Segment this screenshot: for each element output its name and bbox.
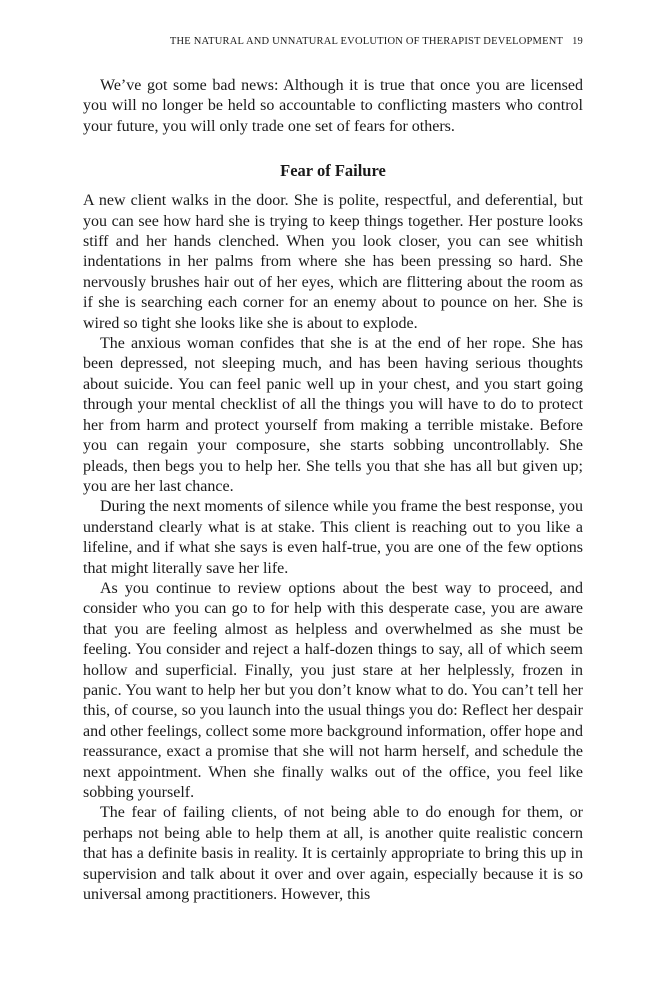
running-head xyxy=(83,36,583,52)
body-paragraph: The anxious woman confides that she is at the end of her rope. She has been depressed, not sleeping much, and has been having serious thoughts about suicide. You can feel panic well up in your chest, and you start going through your mental checklist of all the things you will have to do to protect her from harm and protect yourself from making a terrible mistake. Before you can regain your composure, she starts sobbing uncontrollably. She pleads, then begs you to help her. She tells you that she has all but given up; you are her last chance. xyxy=(83,335,583,495)
intro-paragraph: We’ve got some bad news: Although it is true that once you are licensed you will no longer be held so accountable to conflicting masters who control your future, you will only trade one set of fears for others. xyxy=(83,77,583,135)
body-paragraph: A new client walks in the door. She is polite, respectful, and deferential, but you can see how hard she is trying to keep things together. Her posture looks stiff and her hands clenched. When you look closer, you can see whitish indentations in her palms from where she has been pressing so hard. She nervously brushes hair out of her eyes, which are flittering about the room as if she is searching each corner for an enemy about to pounce on her. She is wired so tight she looks like she is about to explode. xyxy=(83,192,583,332)
body-paragraph: During the next moments of silence while you frame the best response, you understand clearly what is at stake. This client is reaching out to you like a lifeline, and if what she says is even half-true, you are one of the few options that might literally save her life. xyxy=(83,498,583,577)
body-paragraph: As you continue to review options about the best way to proceed, and consider who you can go to for help with this desperate case, you are aware that you are feeling almost as helpless and overwhelmed as she must be feeling. You consider and reject a half-dozen things to say, all of which seem hollow and superficial. Finally, you just stare at her helplessly, frozen in panic. You want to help her but you don’t know what to do. You can’t tell her this, of course, so you launch into the usual things you do: Reflect her despair and other feelings, collect some more background information, offer hope and reassurance, exact a promise that she will not harm herself, and schedule the next appointment. When she finally walks out of the office, you feel like sobbing yourself. xyxy=(83,579,583,801)
running-head-title: THE NATURAL AND UNNATURAL EVOLUTION OF THERAPIST DEVELOPMENT xyxy=(169,36,564,47)
page-number: 19 xyxy=(572,36,583,47)
body-paragraph: The fear of failing clients, of not being able to do enough for them, or perhaps not being able to help them at all, is another quite realistic concern that has a definite basis in reality. It is certainly appropriate to bring this up in supervision and talk about it over and over again, especially because it is so universal among practitioners. However, this xyxy=(83,804,583,904)
book-page xyxy=(83,36,583,905)
section-heading: Fear of Failure xyxy=(280,161,386,181)
